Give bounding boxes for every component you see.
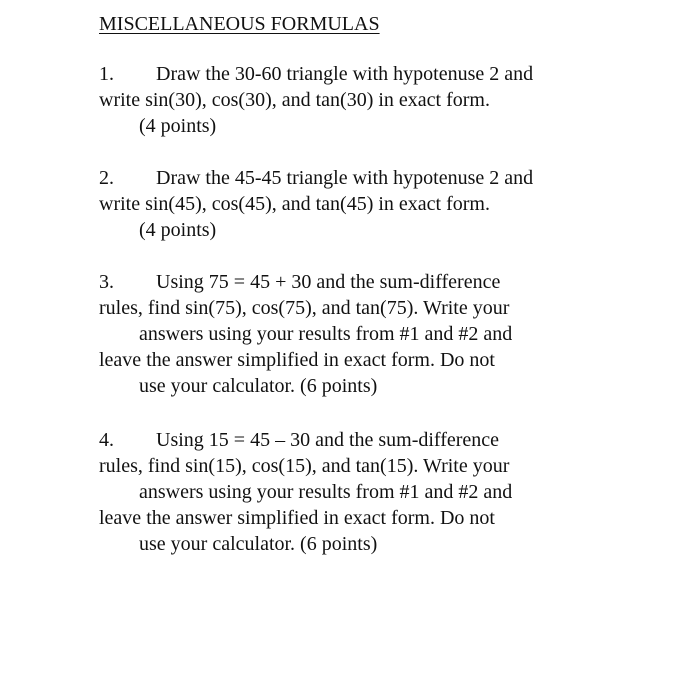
question-text: Draw the 30-60 triangle with hypotenuse 2 and bbox=[156, 63, 534, 85]
question-2 bbox=[99, 165, 599, 243]
question-line: answers using your results from #1 and #2 and bbox=[139, 323, 513, 345]
question-4 bbox=[99, 427, 599, 557]
question-line bbox=[99, 269, 599, 295]
question-text: Draw the 45-45 triangle with hypotenuse 2 and bbox=[156, 167, 534, 189]
question-3 bbox=[99, 269, 599, 399]
question-line: leave the answer simplified in exact form. Do not bbox=[99, 349, 495, 371]
question-text: Using 15 = 45 – 30 and the sum-difference bbox=[156, 429, 500, 451]
question-line: rules, find sin(75), cos(75), and tan(75). Write your bbox=[99, 297, 510, 319]
question-line bbox=[99, 165, 599, 191]
question-line: answers using your results from #1 and #2 and bbox=[139, 481, 513, 503]
question-points: use your calculator. (6 points) bbox=[139, 533, 378, 555]
question-text: Using 75 = 45 + 30 and the sum-difference bbox=[156, 271, 501, 293]
question-line: rules, find sin(15), cos(15), and tan(15). Write your bbox=[99, 455, 510, 477]
page-title: MISCELLANEOUS FORMULAS bbox=[99, 13, 380, 35]
question-line: leave the answer simplified in exact form. Do not bbox=[99, 507, 495, 529]
question-points: use your calculator. (6 points) bbox=[139, 375, 378, 397]
question-1 bbox=[99, 61, 599, 139]
question-line: write sin(30), cos(30), and tan(30) in exact form. bbox=[99, 89, 490, 111]
question-line bbox=[99, 61, 599, 87]
question-number: 2. bbox=[99, 167, 114, 189]
question-line bbox=[99, 427, 599, 453]
question-number: 3. bbox=[99, 271, 114, 293]
question-number: 1. bbox=[99, 63, 114, 85]
question-line: write sin(45), cos(45), and tan(45) in exact form. bbox=[99, 193, 490, 215]
question-points: (4 points) bbox=[139, 219, 217, 241]
question-points: (4 points) bbox=[139, 115, 217, 137]
question-number: 4. bbox=[99, 429, 114, 451]
